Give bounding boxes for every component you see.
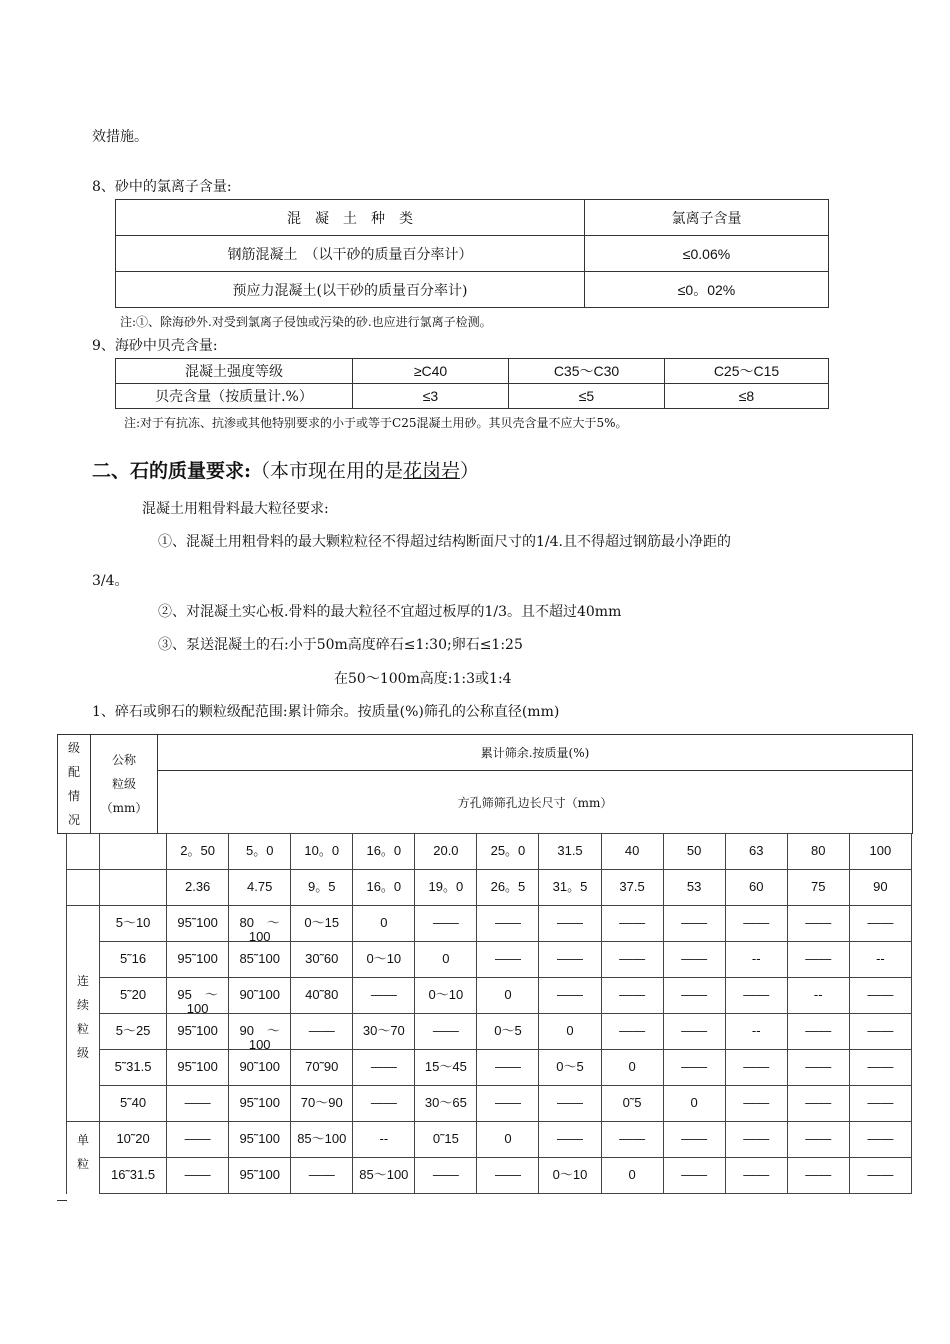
value-cell: —— xyxy=(477,942,539,978)
value-cell: —— xyxy=(849,906,911,942)
value-cell: —— xyxy=(725,1086,787,1122)
sieve-cell: 31。5 xyxy=(539,870,601,906)
value-cell: —— xyxy=(601,1014,663,1050)
value-cell: 90˜100 xyxy=(229,978,291,1014)
header-line: 粒级 xyxy=(111,777,136,791)
size-text: 16˜31.5 xyxy=(111,1166,156,1182)
value-cell: —— xyxy=(849,1014,911,1050)
sieve-cell: 2.36 xyxy=(167,870,229,906)
value-cell: 0˜15 xyxy=(415,1122,477,1158)
value-cell: —— xyxy=(167,1158,229,1194)
value-cell: —— xyxy=(725,1122,787,1158)
stone-section-heading xyxy=(92,462,479,481)
sieve-nominal-row xyxy=(67,834,912,870)
value-cell: 30˜60 xyxy=(291,942,353,978)
table-row xyxy=(116,384,829,409)
empty-cell xyxy=(67,834,100,870)
sieve-cell: 16。0 xyxy=(353,834,415,870)
value-cell: 95˜100 xyxy=(167,942,229,978)
table-row xyxy=(116,272,829,308)
value-cell xyxy=(167,978,229,1014)
value-cell: —— xyxy=(725,906,787,942)
value-cell: 0 xyxy=(601,1050,663,1086)
table-cell: C25～C15 xyxy=(665,359,829,384)
heading-underlined-text: 花岗岩 xyxy=(403,460,461,482)
sieve-cell: 19。0 xyxy=(415,870,477,906)
value-cell: 70˜90 xyxy=(291,1050,353,1086)
table-cell: ≥C40 xyxy=(353,359,509,384)
value-cell: —— xyxy=(167,1122,229,1158)
table-cell: 贝壳含量（按质量计.%） xyxy=(116,384,353,409)
table-header-cell: 混 凝 土 种 类 xyxy=(116,200,585,236)
sieve-cell: 4.75 xyxy=(229,870,291,906)
value-cell: 0 xyxy=(663,1086,725,1122)
value-cell: —— xyxy=(725,978,787,1014)
table-row xyxy=(67,1122,912,1158)
value-cell: —— xyxy=(663,1158,725,1194)
value-cell: —— xyxy=(539,906,601,942)
group-continuous-label xyxy=(67,906,100,1122)
value-cell: —— xyxy=(849,1050,911,1086)
value-cell: —— xyxy=(663,1014,725,1050)
stone-intro: 混凝土用粗骨料最大粒径要求: xyxy=(142,501,329,517)
value-cell: —— xyxy=(601,942,663,978)
group-char: 粒 xyxy=(77,1157,90,1171)
value-cell: —— xyxy=(167,1086,229,1122)
value-cell: —— xyxy=(663,942,725,978)
header-line: （mm） xyxy=(100,801,148,815)
table-header-row xyxy=(116,200,829,236)
sieve-cell: 9。5 xyxy=(291,870,353,906)
value-cell: —— xyxy=(539,1086,601,1122)
value-cell: 95˜100 xyxy=(229,1122,291,1158)
grading-table-header xyxy=(57,734,913,834)
value-cell: —— xyxy=(477,906,539,942)
empty-cell xyxy=(67,870,100,906)
value-cell: 0˜5 xyxy=(601,1086,663,1122)
value-cell: 0 xyxy=(601,1158,663,1194)
value-cell: —— xyxy=(601,906,663,942)
section-8-note: 注:①、除海砂外.对受到氯离子侵蚀或污染的砂.也应进行氯离子检测。 xyxy=(120,315,492,329)
heading-bold-text: 二、石的质量要求: xyxy=(92,460,252,482)
size-cell: 5～10 xyxy=(100,906,167,942)
sieve-cell: 90 xyxy=(849,870,911,906)
value-cell: —— xyxy=(849,978,911,1014)
value-cell: 0～10 xyxy=(415,978,477,1014)
value-cell: 0 xyxy=(353,906,415,942)
value-cell: 0～10 xyxy=(539,1158,601,1194)
table-cell: 预应力混凝土(以干砂的质量百分率计) xyxy=(116,272,585,308)
value-cell: —— xyxy=(539,1122,601,1158)
size-cell: 10˜20 xyxy=(100,1122,167,1158)
value-cell: —— xyxy=(601,978,663,1014)
header-char: 配 xyxy=(67,765,80,779)
value-cell: —— xyxy=(291,1014,353,1050)
value-cell: —— xyxy=(663,906,725,942)
value-text: 85～100 xyxy=(297,1130,347,1146)
value-cell: —— xyxy=(849,1158,911,1194)
value-cell: —— xyxy=(663,1122,725,1158)
sieve-cell: 31.5 xyxy=(539,834,601,870)
value-cell: -- xyxy=(725,1014,787,1050)
value-cell: —— xyxy=(353,1086,415,1122)
table-cell: ≤3 xyxy=(353,384,509,409)
value-cell: -- xyxy=(787,978,849,1014)
section-8-title: 8、砂中的氯离子含量: xyxy=(92,179,232,195)
value-cell: 0～5 xyxy=(539,1050,601,1086)
table-row xyxy=(67,942,912,978)
value-cell: 0 xyxy=(539,1014,601,1050)
value-cell: 30～65 xyxy=(415,1086,477,1122)
sieve-cell: 100 xyxy=(849,834,911,870)
group-char: 续 xyxy=(77,997,90,1012)
header-char: 况 xyxy=(67,813,80,827)
table-cell: ≤5 xyxy=(509,384,665,409)
value-cell: 15～45 xyxy=(415,1050,477,1086)
stone-item-1-cont: 3/4。 xyxy=(92,573,129,589)
value-cell: —— xyxy=(353,978,415,1014)
value-cell: —— xyxy=(787,1086,849,1122)
value-cell: 0～10 xyxy=(353,942,415,978)
grading-header-top: 累计筛余.按质量(%) xyxy=(158,735,913,771)
table-row xyxy=(116,236,829,272)
sieve-cell: 50 xyxy=(663,834,725,870)
value-text: 85～100 xyxy=(359,1166,409,1182)
value-cell: —— xyxy=(477,1050,539,1086)
table-cell: ≤0.06% xyxy=(585,236,829,272)
table-row xyxy=(67,906,912,942)
stone-item-1: ①、混凝土用粗骨料的最大颗粒粒径不得超过结构断面尺寸的1/4.且不得超过钢筋最小净距的 xyxy=(158,534,731,550)
sieve-cell: 5。0 xyxy=(229,834,291,870)
table-row xyxy=(67,1014,912,1050)
table-bottom-edge xyxy=(57,1200,67,1201)
group-char: 级 xyxy=(77,1045,90,1060)
value-cell: 0 xyxy=(477,1122,539,1158)
grading-header-col1 xyxy=(58,735,91,834)
value-cell xyxy=(353,1158,415,1194)
value-cell: —— xyxy=(539,978,601,1014)
value-cell: 0 xyxy=(415,942,477,978)
table-cell: C35～C30 xyxy=(509,359,665,384)
value-cell: 90˜100 xyxy=(229,1050,291,1086)
sieve-actual-row xyxy=(67,870,912,906)
section-9-note: 注:对于有抗冻、抗渗或其他特别要求的小于或等于C25混凝土用砂。其贝壳含量不应大于5%。 xyxy=(124,416,628,430)
value-cell: —— xyxy=(787,942,849,978)
value-cell xyxy=(229,1014,291,1050)
sieve-cell: 40 xyxy=(601,834,663,870)
value-cell: 95˜100 xyxy=(167,1050,229,1086)
stone-item-2: ②、对混凝土实心板.骨料的最大粒径不宜超过板厚的1/3。且不超过40mm xyxy=(158,604,622,620)
value-text: 95 ～100 xyxy=(177,986,218,1016)
table-cell: ≤8 xyxy=(665,384,829,409)
value-cell: 70～90 xyxy=(291,1086,353,1122)
value-cell: —— xyxy=(291,1158,353,1194)
stone-item-3: ③、泵送混凝土的石:小于50m高度碎石≤1:30;卵石≤1:25 xyxy=(158,637,523,653)
sieve-cell: 60 xyxy=(725,870,787,906)
section-9-title: 9、海砂中贝壳含量: xyxy=(92,338,218,354)
header-char: 级 xyxy=(67,741,80,755)
value-cell: —— xyxy=(415,1158,477,1194)
sieve-cell: 53 xyxy=(663,870,725,906)
group-single-label xyxy=(67,1122,100,1194)
value-cell: 95˜100 xyxy=(229,1158,291,1194)
heading-paren-close: ） xyxy=(460,460,480,482)
value-cell: 95˜100 xyxy=(229,1086,291,1122)
table-row xyxy=(67,1050,912,1086)
value-cell: 0 xyxy=(477,978,539,1014)
value-cell: -- xyxy=(353,1122,415,1158)
shell-content-table xyxy=(115,358,829,409)
empty-cell xyxy=(100,834,167,870)
table-cell: 混凝土强度等级 xyxy=(116,359,353,384)
value-cell: —— xyxy=(477,1086,539,1122)
value-cell: —— xyxy=(477,1158,539,1194)
size-cell: 5˜40 xyxy=(100,1086,167,1122)
sieve-cell: 80 xyxy=(787,834,849,870)
sieve-cell: 25。0 xyxy=(477,834,539,870)
empty-cell xyxy=(100,870,167,906)
grading-table-body xyxy=(66,833,912,1194)
value-cell: —— xyxy=(787,1050,849,1086)
table-row xyxy=(67,1086,912,1122)
sieve-cell: 10。0 xyxy=(291,834,353,870)
value-cell: —— xyxy=(849,1122,911,1158)
sieve-cell: 37.5 xyxy=(601,870,663,906)
table-row xyxy=(116,359,829,384)
size-cell xyxy=(100,1158,167,1194)
value-cell: —— xyxy=(787,1014,849,1050)
table-cell: 钢筋混凝土 （以干砂的质量百分率计） xyxy=(116,236,585,272)
value-cell xyxy=(229,906,291,942)
value-cell: —— xyxy=(787,1122,849,1158)
value-cell: —— xyxy=(663,1050,725,1086)
size-cell: 5˜31.5 xyxy=(100,1050,167,1086)
group-char: 单 xyxy=(77,1133,90,1147)
value-cell xyxy=(291,1122,353,1158)
value-cell: -- xyxy=(849,942,911,978)
value-cell: —— xyxy=(725,1158,787,1194)
continued-paragraph-text: 效措施。 xyxy=(92,129,148,145)
heading-paren-open: （本市现在用的是 xyxy=(251,460,404,482)
value-cell: 95˜100 xyxy=(167,906,229,942)
value-cell: -- xyxy=(725,942,787,978)
size-cell: 5˜20 xyxy=(100,978,167,1014)
value-cell: —— xyxy=(601,1122,663,1158)
grading-header-col2 xyxy=(91,735,158,834)
stone-item-3-cont: 在50～100m高度:1:3或1:4 xyxy=(334,671,512,687)
grading-table-title: 1、碎石或卵石的颗粒级配范围:累计筛余。按质量(%)筛孔的公称直径(mm) xyxy=(92,704,560,720)
sieve-cell: 26。5 xyxy=(477,870,539,906)
value-cell: 0～5 xyxy=(477,1014,539,1050)
value-cell: —— xyxy=(663,978,725,1014)
sieve-cell: 20.0 xyxy=(415,834,477,870)
sieve-cell: 63 xyxy=(725,834,787,870)
value-cell: —— xyxy=(787,906,849,942)
value-cell: —— xyxy=(725,1050,787,1086)
table-cell: ≤0。02% xyxy=(585,272,829,308)
table-row xyxy=(67,1158,912,1194)
value-cell: 30～70 xyxy=(353,1014,415,1050)
value-cell: 0～15 xyxy=(291,906,353,942)
header-char: 情 xyxy=(67,789,80,803)
value-text: 80 ～100 xyxy=(239,914,280,944)
sieve-cell: 2。50 xyxy=(167,834,229,870)
value-cell: —— xyxy=(787,1158,849,1194)
value-cell: 95˜100 xyxy=(167,1014,229,1050)
size-cell: 5～25 xyxy=(100,1014,167,1050)
value-cell: —— xyxy=(353,1050,415,1086)
chloride-content-table xyxy=(115,199,829,308)
group-char: 粒 xyxy=(77,1021,90,1036)
value-text: 90 ～100 xyxy=(239,1022,280,1052)
value-cell: —— xyxy=(415,906,477,942)
sieve-cell: 75 xyxy=(787,870,849,906)
value-cell: —— xyxy=(849,1086,911,1122)
header-line: 公称 xyxy=(111,753,136,767)
grading-header-sub: 方孔筛筛孔边长尺寸（mm） xyxy=(158,771,913,834)
group-char: 连 xyxy=(77,973,90,988)
size-cell: 5˜16 xyxy=(100,942,167,978)
sieve-cell: 16。0 xyxy=(353,870,415,906)
table-header-cell: 氯离子含量 xyxy=(585,200,829,236)
value-cell: —— xyxy=(415,1014,477,1050)
value-cell: —— xyxy=(539,942,601,978)
value-cell: 85˜100 xyxy=(229,942,291,978)
table-row xyxy=(67,978,912,1014)
value-cell: 40˜80 xyxy=(291,978,353,1014)
